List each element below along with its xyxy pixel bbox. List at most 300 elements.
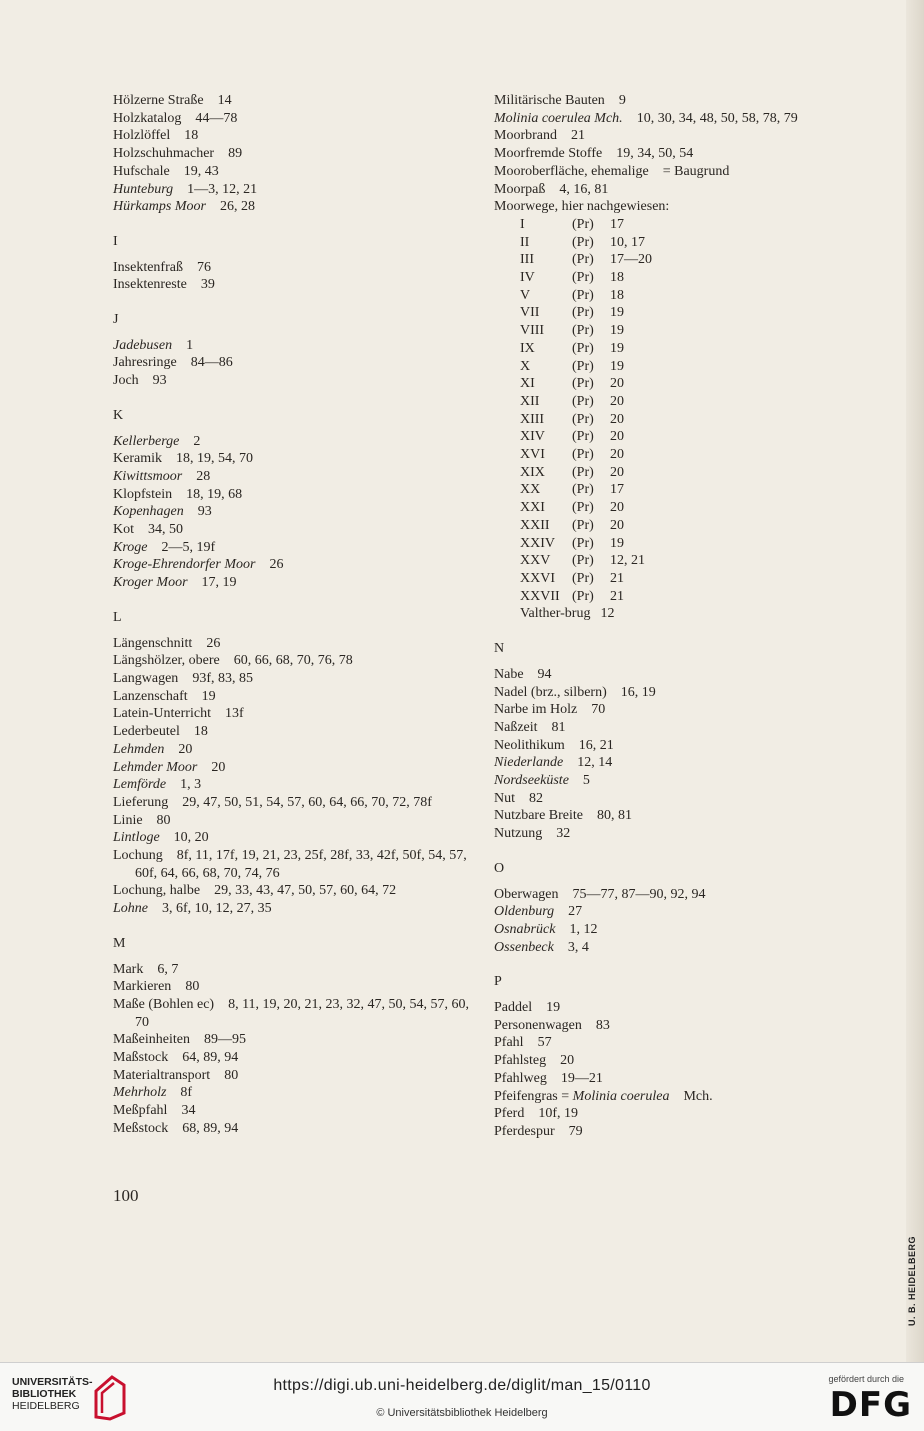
page-refs: 32 — [556, 826, 571, 842]
index-entry — [494, 825, 854, 843]
index-entry — [494, 807, 854, 825]
page-refs: 8f, 11, 17f, 19, 21, 23, 25f, 28f, 33, 42f, 50f, 54, 57, 60f, 64, 66, 68, 70, 74, 76 — [135, 848, 467, 881]
page-refs: 20 — [610, 500, 624, 516]
index-term: Längshölzer, obere — [113, 653, 220, 669]
index-term: Pfahl — [494, 1035, 524, 1051]
trackway-row — [494, 481, 854, 499]
index-entry — [494, 1088, 854, 1106]
page-refs: 12, 14 — [577, 755, 613, 771]
trackway-number: XX — [520, 482, 541, 498]
page-refs: 20 — [211, 759, 226, 775]
page-refs: 2—5, 19f — [161, 539, 216, 555]
trackway-type: (Pr) — [572, 216, 594, 232]
page-refs: 20 — [178, 741, 193, 757]
page-refs: 64, 89, 94 — [182, 1050, 239, 1066]
index-term: Mooroberfläche, ehemalige — [494, 163, 649, 179]
trackway-number: IX — [520, 340, 535, 356]
index-term: Moorwege, hier nachgewiesen: — [494, 199, 670, 215]
index-term: Hunteburg — [113, 181, 174, 197]
index-term: Lieferung — [113, 794, 169, 810]
index-term: Mehrholz — [113, 1085, 167, 1101]
index-term: Niederlande — [494, 755, 564, 771]
index-term: Pferd — [494, 1106, 525, 1122]
page-refs: 17 — [610, 482, 624, 498]
index-entry — [113, 688, 473, 706]
page-refs: 20 — [610, 429, 624, 445]
trackway-number: Valther-brug — [520, 606, 591, 622]
index-term: Insektenreste — [113, 277, 187, 293]
page-refs: 1, 3 — [180, 777, 202, 793]
page-refs: 8, 11, 19, 20, 21, 23, 32, 47, 50, 54, 57, 60, 70 — [135, 996, 470, 1030]
trackway-type: (Pr) — [572, 429, 594, 445]
index-term: Maßeinheiten — [113, 1032, 190, 1048]
index-term: Holzlöffel — [113, 128, 171, 144]
index-entry — [113, 1084, 473, 1102]
trackway-row — [494, 358, 854, 376]
index-entry — [494, 110, 854, 128]
page-refs: 19 — [610, 305, 624, 321]
logo-line-2: BIBLIOTHEK — [12, 1388, 77, 1400]
page-refs: 34 — [181, 1103, 196, 1119]
page-refs: 13f — [224, 706, 244, 722]
index-entry — [113, 276, 473, 294]
page-refs: 9 — [618, 93, 626, 108]
index-entry — [494, 754, 854, 772]
trackway-type: (Pr) — [572, 588, 594, 604]
index-term: Langwagen — [113, 670, 179, 686]
page-refs: 20 — [610, 411, 624, 427]
index-entry — [494, 1070, 854, 1088]
index-entry — [494, 1052, 854, 1070]
trackway-number: XI — [520, 376, 535, 392]
index-term: Paddel — [494, 1000, 533, 1016]
page-refs: 27 — [568, 904, 583, 920]
index-term: Nut — [494, 790, 515, 806]
index-entry — [113, 776, 473, 794]
index-term: Lemförde — [113, 777, 167, 793]
page-refs: 1, 12 — [569, 921, 598, 937]
page-refs: 20 — [610, 393, 624, 409]
page-refs: 16, 19 — [620, 684, 656, 700]
page-refs: 82 — [529, 790, 543, 806]
index-term: Nutzbare Breite — [494, 808, 584, 824]
index-entry — [113, 110, 473, 128]
page-refs: 84—86 — [190, 355, 233, 371]
index-entry — [113, 705, 473, 723]
index-entry — [113, 181, 473, 199]
index-entry — [113, 759, 473, 777]
index-term: Pfahlweg — [494, 1070, 547, 1086]
logo-line-1: UNIVERSITÄTS- — [12, 1376, 93, 1388]
index-term: Kroge — [113, 539, 148, 555]
index-entry — [113, 539, 473, 557]
trackway-type: (Pr) — [572, 305, 594, 321]
dfg-logo[interactable]: DFG — [829, 1385, 912, 1425]
index-entry — [113, 127, 473, 145]
index-term: Militärische Bauten — [494, 93, 605, 108]
page-refs: 26, 28 — [219, 199, 255, 215]
index-entry — [494, 903, 854, 921]
index-term: Naßzeit — [494, 719, 538, 735]
page-refs: 21 — [610, 570, 624, 586]
copyright-notice: © Universitätsbibliothek Heidelberg — [376, 1407, 548, 1419]
logo-line-3: HEIDELBERG — [12, 1400, 80, 1412]
page-refs: 29, 33, 43, 47, 50, 57, 60, 64, 72 — [214, 883, 397, 899]
trackway-number: XXVI — [520, 570, 555, 586]
index-term: Linie — [113, 812, 143, 828]
page-refs: 19 — [610, 323, 624, 339]
index-term: Lehmder Moor — [113, 759, 198, 775]
page-refs: 17 — [610, 216, 624, 232]
page-refs: 80 — [185, 979, 200, 995]
index-entry — [494, 666, 854, 684]
index-term: Mark — [113, 961, 144, 977]
index-term: Nadel (brz., silbern) — [494, 684, 607, 700]
page-refs: 60, 66, 68, 70, 76, 78 — [233, 653, 353, 669]
index-term: Lochung — [113, 848, 163, 864]
page-refs: 76 — [196, 259, 211, 275]
index-entry — [113, 978, 473, 996]
index-entry — [113, 741, 473, 759]
index-entry — [113, 521, 473, 539]
index-term: Molinia coerulea Mch. — [494, 110, 623, 126]
trackway-type: (Pr) — [572, 252, 594, 268]
page-refs: Mch. — [683, 1088, 713, 1104]
index-entry — [494, 790, 854, 808]
page-refs: 79 — [568, 1123, 583, 1139]
index-term: Pferdespur — [494, 1123, 555, 1139]
index-entry — [494, 921, 854, 939]
index-entry — [113, 1067, 473, 1085]
page-refs: 19 — [546, 1000, 561, 1016]
index-term-italic: Molinia coerulea — [572, 1088, 670, 1104]
index-term: Lohne — [113, 901, 148, 917]
index-term: Moorbrand — [494, 128, 557, 144]
index-entry — [113, 468, 473, 486]
index-entry — [494, 1034, 854, 1052]
page-refs: 93 — [152, 373, 167, 389]
page-refs: 18 — [184, 128, 199, 144]
page-number: 100 — [113, 1186, 139, 1205]
index-entry — [494, 1017, 854, 1035]
index-entry — [494, 163, 854, 181]
trackway-number: XXII — [520, 517, 550, 533]
index-entry — [494, 701, 854, 719]
page-refs: 81 — [551, 719, 566, 735]
index-term: Pfeifengras = — [494, 1088, 570, 1104]
index-term: Längenschnitt — [113, 635, 193, 651]
index-term: Meßpfahl — [113, 1103, 168, 1119]
trackway-number: X — [520, 358, 531, 374]
index-letter-heading: L — [113, 609, 122, 625]
index-term: Lehmden — [113, 741, 165, 757]
index-entry — [113, 900, 473, 918]
index-term: Moorfremde Stoffe — [494, 146, 603, 162]
index-entry — [113, 961, 473, 979]
trackway-number: XXIV — [520, 535, 555, 551]
trackway-row — [494, 269, 854, 287]
index-letter-heading: O — [494, 860, 505, 876]
page-refs: 18, 19, 54, 70 — [175, 451, 253, 467]
page-refs: 16, 21 — [578, 737, 614, 753]
index-entry — [113, 829, 473, 847]
page-refs: 10, 30, 34, 48, 50, 58, 78, 79 — [636, 110, 798, 126]
page-refs: 18, 19, 68 — [186, 486, 243, 502]
index-entry — [113, 372, 473, 390]
trackway-type: (Pr) — [572, 553, 594, 569]
index-entry — [494, 1105, 854, 1123]
viewer-footer — [0, 1362, 924, 1431]
page-refs: 12, 21 — [610, 553, 645, 569]
page-refs: 20 — [610, 464, 624, 480]
index-entry — [113, 163, 473, 181]
index-term: Ossenbeck — [494, 939, 554, 955]
page-refs: 19—21 — [560, 1070, 603, 1086]
page-refs: 21 — [610, 588, 624, 604]
trackway-type: (Pr) — [572, 287, 594, 303]
trackway-number: IV — [520, 270, 535, 286]
page-refs: 19 — [610, 535, 624, 551]
trackway-type: (Pr) — [572, 482, 594, 498]
index-term: Osnabrück — [494, 921, 556, 937]
permalink-link[interactable]: https://digi.ub.uni-heidelberg.de/diglit/man_15/0110 — [273, 1377, 651, 1394]
page-refs: 3, 6f, 10, 12, 27, 35 — [162, 901, 272, 917]
page-refs: 29, 47, 50, 51, 54, 57, 60, 64, 66, 70, 72, 78f — [182, 794, 432, 810]
index-entry — [113, 670, 473, 688]
trackway-type: (Pr) — [572, 340, 594, 356]
trackway-row — [494, 499, 854, 517]
page-refs: 93 — [197, 504, 212, 520]
index-entry — [494, 772, 854, 790]
trackway-row — [494, 393, 854, 411]
trackway-number: III — [520, 252, 534, 268]
index-entry — [113, 1120, 473, 1138]
trackway-type: (Pr) — [572, 464, 594, 480]
trackway-number: XXVII — [520, 588, 560, 604]
index-entry — [113, 794, 473, 812]
page-refs: 19, 43 — [183, 163, 219, 179]
index-term: Hölzerne Straße — [113, 93, 204, 108]
index-letter-heading: P — [494, 974, 502, 990]
trackway-row — [494, 304, 854, 322]
trackway-type: (Pr) — [572, 234, 594, 250]
funded-by-label: gefördert durch die — [828, 1374, 904, 1384]
trackway-type: (Pr) — [572, 323, 594, 339]
index-letter-heading: J — [113, 312, 119, 328]
trackway-type: (Pr) — [572, 570, 594, 586]
index-term: Joch — [113, 373, 139, 389]
index-entry — [494, 1123, 854, 1141]
index-term: Narbe im Holz — [494, 702, 578, 718]
page-refs: 26 — [269, 557, 284, 573]
index-term: Moorpaß — [494, 181, 546, 197]
trackway-row — [494, 251, 854, 269]
index-term: Kot — [113, 522, 134, 538]
page-refs: 19 — [610, 340, 624, 356]
trackway-type: (Pr) — [572, 358, 594, 374]
index-term: Materialtransport — [113, 1067, 211, 1083]
index-letter-heading: M — [113, 935, 126, 951]
trackway-type: (Pr) — [572, 393, 594, 409]
trackway-row — [494, 605, 854, 623]
trackway-row — [494, 428, 854, 446]
index-entry — [113, 723, 473, 741]
index-term: Kopenhagen — [113, 504, 184, 520]
index-term: Markieren — [113, 979, 172, 995]
index-entry — [113, 450, 473, 468]
index-term: Lintloge — [113, 830, 160, 846]
trackway-number: VII — [520, 305, 540, 321]
index-term: Insektenfraß — [113, 259, 183, 275]
trackway-row — [494, 552, 854, 570]
page-refs: 28 — [196, 468, 211, 484]
index-term: Maße (Bohlen ec) — [113, 996, 215, 1012]
index-entry — [494, 198, 854, 216]
page-refs: 80 — [156, 812, 171, 828]
trackway-type: (Pr) — [572, 535, 594, 551]
page-refs: 18 — [193, 724, 208, 740]
trackway-number: I — [520, 216, 525, 232]
index-term: Hufschale — [113, 163, 170, 179]
index-term: Oberwagen — [494, 886, 559, 902]
trackway-number: V — [520, 287, 531, 303]
page-refs: 3, 4 — [567, 939, 589, 955]
page-refs: 89—95 — [203, 1032, 246, 1048]
index-entry — [113, 1031, 473, 1049]
index-term: Keramik — [113, 451, 162, 467]
trackway-row — [494, 446, 854, 464]
index-entry — [113, 635, 473, 653]
trackway-number: XXI — [520, 500, 545, 516]
index-term: Hürkamps Moor — [113, 199, 206, 215]
index-term: Holzschuhmacher — [113, 146, 215, 162]
index-entry — [113, 1049, 473, 1067]
index-term: Meßstock — [113, 1120, 169, 1136]
trackway-type: (Pr) — [572, 270, 594, 286]
index-entry — [494, 719, 854, 737]
page-refs: 5 — [582, 773, 590, 789]
trackway-row — [494, 216, 854, 234]
page-refs: 19, 34, 50, 54 — [616, 146, 694, 162]
page-refs: 21 — [571, 128, 585, 144]
page-refs: 80 — [224, 1067, 239, 1083]
page-refs: 93f, 83, 85 — [192, 670, 253, 686]
trackway-row — [494, 322, 854, 340]
index-entry — [113, 574, 473, 592]
trackway-number: VIII — [520, 323, 545, 339]
trackway-type: (Pr) — [572, 517, 594, 533]
trackway-type: (Pr) — [572, 447, 594, 463]
index-entry — [494, 92, 854, 110]
index-entry — [494, 939, 854, 957]
index-entry — [113, 812, 473, 830]
trackway-row — [494, 570, 854, 588]
index-column-left — [113, 92, 473, 1138]
index-entry — [113, 503, 473, 521]
page-refs: 34, 50 — [148, 522, 183, 538]
page-refs: 44—78 — [195, 110, 238, 126]
index-letter-heading: I — [113, 233, 118, 249]
index-entry — [494, 999, 854, 1017]
index-term: Lederbeutel — [113, 724, 180, 740]
page-refs: 1—3, 12, 21 — [187, 181, 258, 197]
page-refs: 20 — [610, 517, 624, 533]
trackway-number: XIV — [520, 429, 545, 445]
page-refs: 20 — [610, 447, 624, 463]
page-refs: 10, 17 — [610, 234, 645, 250]
index-entry — [113, 652, 473, 670]
index-term: Neolithikum — [494, 737, 565, 753]
index-term: Kroger Moor — [113, 575, 188, 591]
index-term: Maßstock — [113, 1050, 169, 1066]
index-entry — [113, 556, 473, 574]
page-refs: 57 — [537, 1035, 552, 1051]
page-refs: 18 — [610, 287, 624, 303]
index-term: Lanzenschaft — [113, 688, 188, 704]
index-letter-heading: K — [113, 407, 124, 423]
index-entry — [494, 145, 854, 163]
trackway-row — [494, 234, 854, 252]
index-entry — [113, 145, 473, 163]
trackway-number: XIX — [520, 464, 545, 480]
page-refs: 4, 16, 81 — [559, 181, 609, 197]
page-refs: 80, 81 — [597, 808, 633, 824]
trackway-row — [494, 535, 854, 553]
index-entry — [113, 486, 473, 504]
page-refs: 1 — [186, 337, 194, 353]
page-refs: 26 — [206, 635, 221, 651]
page-refs: 19 — [201, 688, 216, 704]
trackway-type: (Pr) — [572, 500, 594, 516]
index-term: Kroge-Ehrendorfer Moor — [113, 557, 256, 573]
page-refs: 8f — [180, 1085, 193, 1101]
page-refs: 75—77, 87—90, 92, 94 — [572, 886, 706, 902]
trackway-number: XIII — [520, 411, 545, 427]
trackway-number: XXV — [520, 553, 551, 569]
trackway-number: XII — [520, 393, 540, 409]
page-refs: 83 — [595, 1017, 610, 1033]
trackway-row — [494, 375, 854, 393]
trackway-row — [494, 340, 854, 358]
trackway-row — [494, 287, 854, 305]
page-refs: = Baugrund — [662, 163, 730, 179]
index-term: Kiwittsmoor — [113, 468, 183, 484]
index-entry — [113, 996, 473, 1031]
index-entry — [113, 847, 473, 882]
page-edge — [906, 0, 924, 1362]
index-entry — [113, 259, 473, 277]
page-refs: 20 — [610, 376, 624, 392]
index-term: Nordseeküste — [494, 773, 569, 789]
index-term: Nutzung — [494, 826, 543, 842]
index-entry — [113, 433, 473, 451]
index-term: Oldenburg — [494, 904, 555, 920]
index-entry — [113, 882, 473, 900]
page-refs: 68, 89, 94 — [182, 1120, 239, 1136]
library-stamp: U. B. HEIDELBERG — [907, 1236, 917, 1327]
trackway-row — [494, 517, 854, 535]
index-term: Nabe — [494, 666, 524, 682]
index-entry — [113, 198, 473, 216]
index-entry — [113, 1102, 473, 1120]
index-entry — [113, 92, 473, 110]
page-refs: 18 — [610, 270, 624, 286]
index-entry — [494, 127, 854, 145]
page-refs: 39 — [200, 277, 215, 293]
page-refs: 94 — [537, 666, 552, 682]
permalink[interactable] — [0, 1377, 924, 1395]
index-entry — [494, 684, 854, 702]
